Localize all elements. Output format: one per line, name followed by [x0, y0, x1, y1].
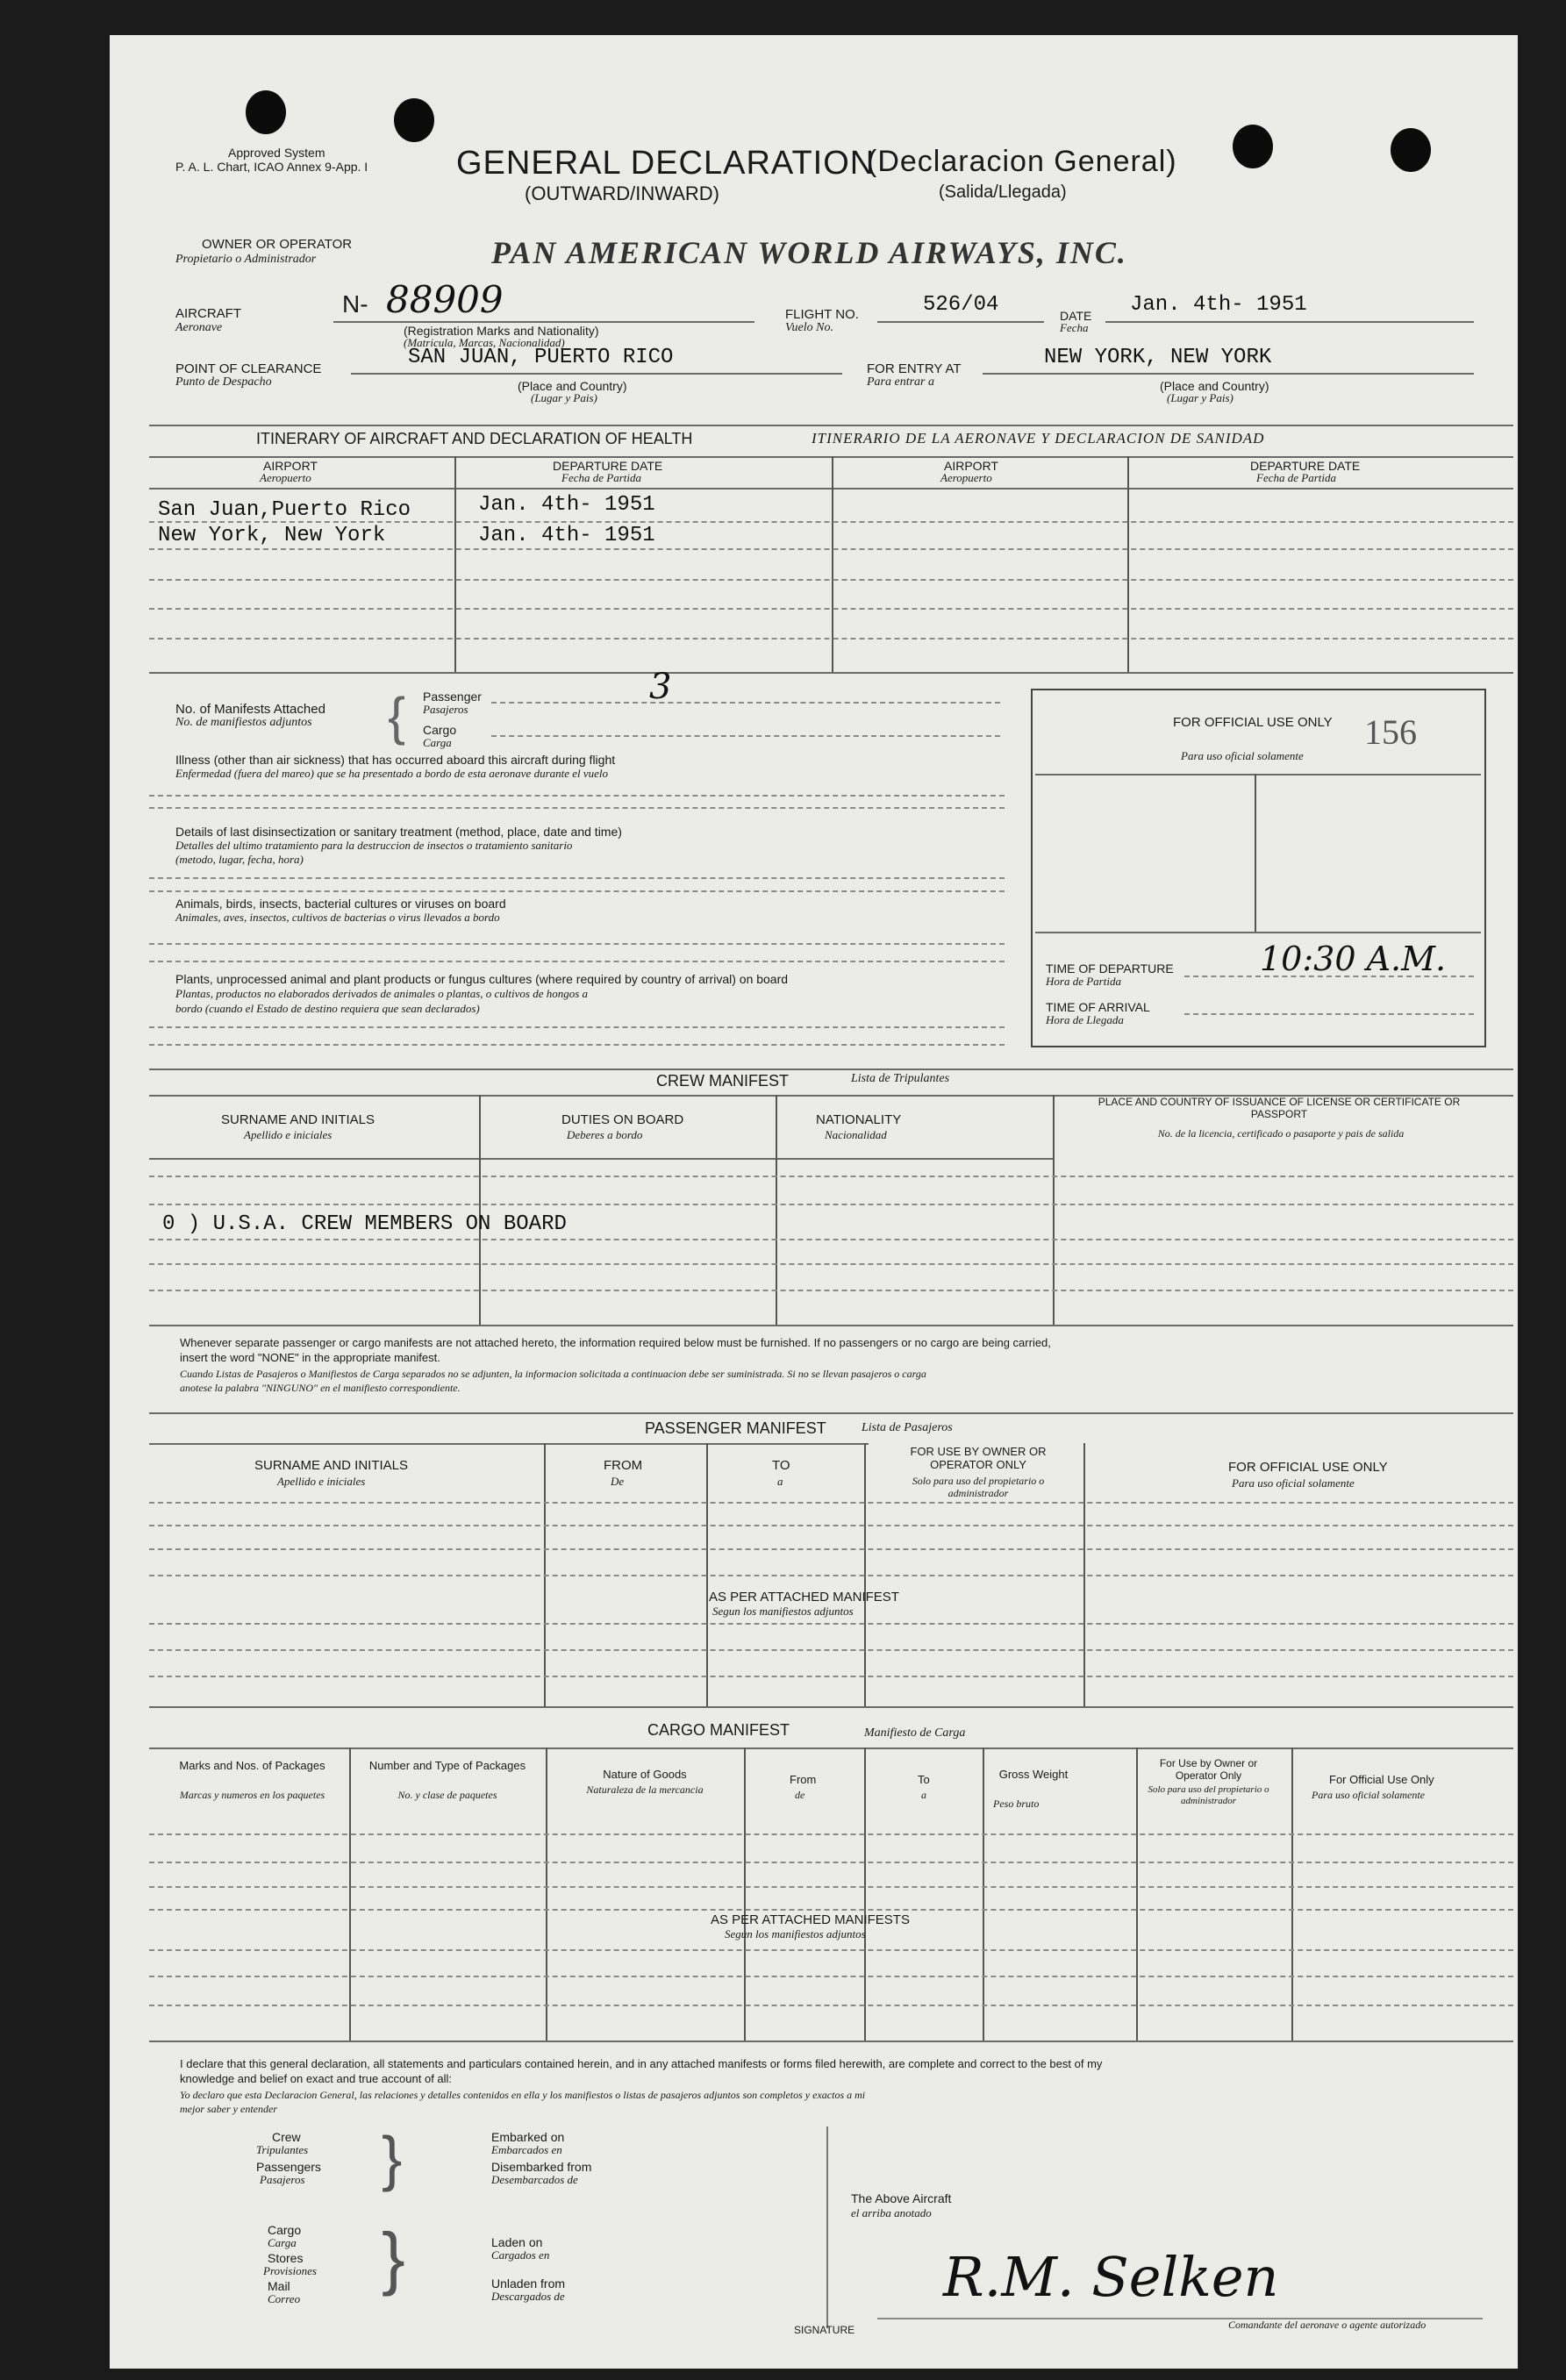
signature-caption: SIGNATURE: [794, 2324, 855, 2336]
notice-en-1: Whenever separate passenger or cargo manifests are not attached hereto, the information required below must be furnished. If no passengers or no cargo are being carried,: [180, 1336, 1051, 1349]
passenger-col-name: SURNAME AND INITIALS: [254, 1458, 409, 1473]
flight-line: [877, 321, 1044, 323]
declaration-es-1: Yo declaro que esta Declaracion General, las relaciones y detalles contenidos en ella y los manifiestos o listas de pasajeros adjuntos son completos y exactos a mi: [180, 2089, 866, 2101]
entry-value: NEW YORK, NEW YORK: [1044, 346, 1272, 369]
health-line: [149, 943, 1005, 945]
stores-group-label: Stores: [268, 2251, 304, 2265]
itinerary-col-departure-es: Fecha de Partida: [561, 471, 641, 484]
manifests-brace: {: [388, 687, 406, 746]
cargo-col-marks: Marks and Nos. of Packages: [179, 1759, 325, 1772]
notice-es-2: anotese la palabra "NINGUNO" en el manifiesto correspondiente.: [180, 1382, 461, 1394]
cargo-col-from-es: de: [795, 1789, 805, 1801]
owner-value: PAN AMERICAN WORLD AIRWAYS, INC.: [491, 235, 1127, 270]
passenger-col-official: FOR OFFICIAL USE ONLY: [1228, 1460, 1388, 1475]
passenger-row-line: [149, 1649, 1513, 1651]
passenger-col-official-es: Para uso oficial solamente: [1232, 1476, 1355, 1490]
disembarked-label: Disembarked from: [491, 2160, 592, 2174]
captain-signature: R.M. Selken: [943, 2245, 1279, 2309]
unladen-label: Unladen from: [491, 2276, 566, 2291]
passenger-stamp-es: Segun los manifiestos adjuntos: [712, 1605, 854, 1618]
cargo-col-to: To: [918, 1773, 930, 1786]
cargo-col-nature: Nature of Goods: [603, 1768, 687, 1781]
itinerary-col-airport-2: AIRPORT: [944, 459, 998, 473]
mail-group-label-es: Correo: [268, 2292, 301, 2305]
itinerary-col-departure-2-es: Fecha de Partida: [1256, 471, 1336, 484]
itinerary-divider: [1127, 456, 1129, 674]
health-disinsect-es: Detalles del ultimo tratamiento para la destruccion de insectos o tratamiento sanitario: [175, 839, 573, 852]
official-use-title: FOR OFFICIAL USE ONLY: [1173, 715, 1333, 730]
crew-col-duties-es: Deberes a bordo: [567, 1128, 643, 1141]
cargo-heading: CARGO MANIFEST: [647, 1721, 790, 1739]
health-animals-es: Animales, aves, insectos, cultivos de bacterias o virus llevados a bordo: [175, 911, 500, 924]
clearance-note: (Place and Country): [518, 379, 627, 393]
laden-label-es: Cargados en: [491, 2248, 550, 2262]
passenger-stamp: AS PER ATTACHED MANIFEST: [709, 1590, 899, 1605]
declaration-divider: [826, 2126, 828, 2328]
itinerary-divider: [832, 456, 833, 674]
form-title-es: (Declaracion General): [867, 145, 1177, 178]
passenger-row-line: [149, 1548, 1513, 1550]
cargo-heading-es: Manifiesto de Carga: [864, 1726, 966, 1740]
itinerary-heading: ITINERARY OF AIRCRAFT AND DECLARATION OF HEALTH: [256, 430, 693, 447]
mail-group-label: Mail: [268, 2279, 290, 2293]
passenger-col-to-es: a: [777, 1475, 783, 1488]
cargo-header-rule: [149, 1747, 1513, 1749]
passengers-group-label-es: Pasajeros: [260, 2173, 305, 2186]
cargo-row-line: [149, 1976, 1513, 1977]
health-line: [149, 877, 1005, 879]
passenger-col-name-es: Apellido e iniciales: [277, 1475, 366, 1488]
manifests-passenger-es: Pasajeros: [423, 703, 468, 716]
health-line: [149, 1044, 1005, 1046]
health-line: [149, 890, 1005, 892]
laden-label: Laden on: [491, 2235, 543, 2249]
passenger-col-owner: FOR USE BY OWNER OR OPERATOR ONLY: [910, 1445, 1047, 1471]
departure-time-label: TIME OF DEPARTURE: [1046, 961, 1174, 976]
itinerary-col-airport-es: Aeropuerto: [260, 471, 311, 484]
cargo-bottom-rule: [149, 2041, 1513, 2042]
health-animals: Animals, birds, insects, bacterial cultures or viruses on board: [175, 897, 506, 911]
itinerary-row-line: [149, 521, 1513, 523]
health-plants-es: Plantas, productos no elaborados derivados de animales o plantas, o cultivos de hongos a: [175, 987, 589, 1000]
notice-en-2: insert the word "NONE" in the appropriate manifest.: [180, 1351, 440, 1364]
cargo-row-line: [149, 1833, 1513, 1835]
health-line: [149, 807, 1005, 809]
crew-heading: CREW MANIFEST: [656, 1072, 789, 1090]
crew-col-license: PLACE AND COUNTRY OF ISSUANCE OF LICENSE OR CERTIFICATE OR PASSPORT: [1098, 1096, 1461, 1120]
punch-hole: [394, 98, 434, 142]
crew-top-rule: [149, 1068, 1513, 1070]
aircraft-label: AIRCRAFT: [175, 306, 241, 321]
manifests-cargo-es: Carga: [423, 736, 452, 749]
passenger-header-rule: [149, 1443, 869, 1445]
cargo-group-label-es: Carga: [268, 2236, 297, 2249]
passenger-col-owner-es: Solo para uso del propietario o administrador: [912, 1475, 1045, 1499]
health-disinsect-es2: (metodo, lugar, fecha, hora): [175, 853, 304, 866]
cargo-col-marks-es: Marcas y numeros en los paquetes: [179, 1789, 325, 1801]
passenger-col-from: FROM: [604, 1458, 643, 1473]
arrival-time-label: TIME OF ARRIVAL: [1046, 1000, 1150, 1014]
aircraft-reg-note: (Registration Marks and Nationality): [404, 324, 599, 338]
aircraft-value: 88909: [386, 278, 504, 321]
date-label-es: Fecha: [1060, 321, 1089, 334]
cargo-divider: [349, 1747, 351, 2041]
itinerary-divider: [454, 456, 456, 674]
official-use-box: [1031, 689, 1486, 1047]
stores-group-label-es: Provisiones: [263, 2264, 317, 2277]
manifests-line: [491, 702, 1000, 704]
owner-label-es: Propietario o Administrador: [175, 253, 317, 266]
entry-note-es: (Lugar y Pais): [1167, 391, 1233, 404]
departure-time-label-es: Hora de Partida: [1046, 975, 1121, 988]
health-line: [149, 795, 1005, 797]
notice-es-1: Cuando Listas de Pasajeros o Manifiestos de Carga separados no se adjunten, la informacion solicitada a continuacion debe ser suministrada. Si no se llevan pasajeros o carga: [180, 1368, 926, 1380]
cargo-divider: [983, 1747, 984, 2041]
cargo-col-number-es: No. y clase de paquetes: [397, 1789, 497, 1801]
crew-col-name: SURNAME AND INITIALS: [221, 1112, 375, 1127]
cargo-col-official: For Official Use Only: [1329, 1773, 1434, 1786]
aircraft-line: [333, 321, 754, 323]
cargo-col-official-es: Para uso oficial solamente: [1312, 1789, 1425, 1801]
manifests-passenger: Passenger: [423, 690, 482, 704]
itinerary-col-departure: DEPARTURE DATE: [553, 459, 663, 473]
punch-hole: [1233, 125, 1273, 168]
crew-entry: 0 ) U.S.A. CREW MEMBERS ON BOARD: [162, 1212, 567, 1236]
cargo-stamp-es: Segun los manifiestos adjuntos: [725, 1927, 866, 1940]
passenger-row-line: [149, 1502, 1513, 1504]
embarked-label-es: Embarcados en: [491, 2143, 562, 2156]
cargo-col-number: Number and Type of Packages: [368, 1759, 526, 1772]
crew-row-line: [149, 1290, 1513, 1291]
itinerary-top-rule: [149, 425, 1513, 426]
punch-hole: [246, 90, 286, 134]
cargo-divider: [1291, 1747, 1293, 2041]
clearance-label-es: Punto de Despacho: [175, 375, 272, 389]
declaration-es-2: mejor saber y entender: [180, 2103, 277, 2115]
itinerary-col-airport-2-es: Aeropuerto: [940, 471, 992, 484]
cargo-col-from: From: [790, 1773, 817, 1786]
date-line: [1105, 321, 1474, 323]
cargo-divider: [546, 1747, 547, 2041]
owner-label: OWNER OR OPERATOR: [202, 237, 353, 252]
passenger-col-from-es: De: [611, 1475, 625, 1488]
official-box-rule: [1035, 932, 1481, 933]
crew-row-line: [149, 1263, 1513, 1265]
official-use-number: 156: [1364, 712, 1417, 752]
cargo-col-weight-es: Peso bruto: [993, 1798, 1040, 1810]
cargo-divider: [864, 1747, 866, 2041]
form-subtitle: (OUTWARD/INWARD): [525, 182, 719, 204]
itinerary-date-2: Jan. 4th- 1951: [478, 524, 655, 547]
cargo-row-line: [149, 1862, 1513, 1863]
passenger-row-line: [149, 1676, 1513, 1677]
disembarked-label-es: Desembarcados de: [491, 2173, 578, 2186]
manifests-label: No. of Manifests Attached: [175, 702, 325, 717]
itinerary-airport-1: San Juan,Puerto Rico: [158, 498, 411, 522]
cargo-group-label: Cargo: [268, 2223, 302, 2237]
entry-label-es: Para entrar a: [867, 375, 934, 389]
health-illness: Illness (other than air sickness) that has occurred aboard this aircraft during flight: [175, 753, 616, 767]
cargo-col-weight: Gross Weight: [998, 1768, 1069, 1781]
entry-label: FOR ENTRY AT: [867, 361, 962, 376]
passenger-top-rule: [149, 1412, 1513, 1414]
itinerary-row-line: [149, 548, 1513, 550]
crew-heading-es: Lista de Tripulantes: [851, 1072, 950, 1085]
entry-note: (Place and Country): [1160, 379, 1269, 393]
itinerary-heading-es: ITINERARIO DE LA AERONAVE Y DECLARACION DE SANIDAD: [812, 430, 1265, 447]
official-box-rule: [1035, 774, 1481, 775]
crew-bottom-rule: [149, 1325, 1513, 1326]
cargo-col-to-es: a: [921, 1789, 926, 1801]
crew-row-line: [149, 1176, 1513, 1177]
date-label: DATE: [1060, 309, 1092, 323]
arrival-time-label-es: Hora de Llegada: [1046, 1013, 1124, 1026]
itinerary-row-line: [149, 608, 1513, 610]
health-line: [149, 961, 1005, 962]
itinerary-row-line: [149, 579, 1513, 581]
clearance-note-es: (Lugar y Pais): [531, 391, 597, 404]
passenger-heading: PASSENGER MANIFEST: [645, 1419, 826, 1437]
clearance-value: SAN JUAN, PUERTO RICO: [408, 346, 674, 369]
manifests-cargo: Cargo: [423, 723, 457, 737]
itinerary-bottom-rule: [149, 672, 1513, 674]
official-use-title-es: Para uso oficial solamente: [1181, 749, 1304, 762]
entry-line: [983, 373, 1474, 375]
manifests-label-es: No. de manifiestos adjuntos: [175, 716, 312, 729]
itinerary-airport-2: New York, New York: [158, 524, 386, 547]
clearance-line: [351, 373, 842, 375]
passenger-row-line: [149, 1575, 1513, 1576]
manifests-count: 3: [649, 667, 672, 707]
crew-group-label: Crew: [272, 2130, 301, 2144]
passengers-group-label: Passengers: [256, 2160, 321, 2174]
crew-col-nationality: NATIONALITY: [816, 1112, 902, 1127]
crew-cols-rule: [149, 1158, 1053, 1160]
health-line: [149, 1026, 1005, 1028]
itinerary-row-line: [149, 638, 1513, 640]
flight-value: 526/04: [923, 293, 999, 317]
passenger-bottom-rule: [149, 1706, 1513, 1708]
itinerary-col-airport: AIRPORT: [263, 459, 318, 473]
crew-col-nationality-es: Nacionalidad: [825, 1128, 887, 1141]
above-aircraft-label: The Above Aircraft: [851, 2191, 952, 2205]
general-declaration-form: [110, 35, 1518, 2369]
crew-col-license-es: No. de la licencia, certificado o pasaporte y pais de salida: [1157, 1127, 1405, 1140]
cargo-row-line: [149, 1909, 1513, 1911]
form-title: GENERAL DECLARATION: [456, 145, 876, 182]
cargo-col-owner: For Use by Owner or Operator Only: [1159, 1757, 1258, 1782]
cargo-row-line: [149, 1886, 1513, 1888]
aircraft-reg-note-es: (Matricula, Marcas, Nacionalidad): [404, 336, 565, 349]
departure-line: [1184, 976, 1474, 977]
declaration-en-1: I declare that this general declaration, all statements and particulars contained herein, and in any attached manifests or forms filed herewith, are complete and correct to the best of my: [180, 2057, 1103, 2070]
cargo-row-line: [149, 1949, 1513, 1951]
form-subtitle-es: (Salida/Llegada): [939, 182, 1067, 202]
cargo-row-line: [149, 2005, 1513, 2006]
date-value: Jan. 4th- 1951: [1130, 293, 1307, 317]
health-plants: Plants, unprocessed animal and plant products or fungus cultures (where required by country of arrival) on board: [175, 972, 789, 986]
passenger-row-line: [149, 1623, 1513, 1625]
approved-system-ref: P. A. L. Chart, ICAO Annex 9-App. I: [175, 160, 368, 174]
clearance-label: POINT OF CLEARANCE: [175, 361, 322, 376]
above-aircraft-label-es: el arriba anotado: [851, 2206, 932, 2219]
passenger-col-to: TO: [772, 1458, 790, 1473]
commander-caption: Comandante del aeronave o agente autorizado: [1228, 2319, 1427, 2331]
crew-row-line: [149, 1204, 1513, 1205]
cargo-col-nature-es: Naturaleza de la mercancia: [586, 1783, 704, 1796]
cargo-stamp: AS PER ATTACHED MANIFESTS: [711, 1912, 910, 1927]
cargo-divider: [1136, 1747, 1138, 2041]
itinerary-date-1: Jan. 4th- 1951: [478, 493, 655, 517]
health-illness-es: Enfermedad (fuera del mareo) que se ha presentado a bordo de esta aeronave durante el vuelo: [175, 767, 609, 780]
passenger-row-line: [149, 1525, 1513, 1526]
departure-time-value: 10:30 A.M.: [1260, 940, 1447, 978]
embarked-label: Embarked on: [491, 2130, 565, 2144]
cargo-divider: [744, 1747, 746, 2041]
aircraft-prefix: N-: [342, 290, 368, 318]
official-box-divider: [1255, 774, 1256, 932]
crew-row-line: [149, 1239, 1513, 1240]
manifests-line: [491, 735, 1000, 737]
passenger-heading-es: Lista de Pasajeros: [862, 1421, 953, 1434]
crew-group-label-es: Tripulantes: [256, 2143, 309, 2156]
itinerary-col-departure-2: DEPARTURE DATE: [1250, 459, 1361, 473]
flight-label: FLIGHT NO.: [785, 307, 859, 322]
health-disinsect: Details of last disinsectization or sanitary treatment (method, place, date and time): [175, 825, 622, 839]
aircraft-label-es: Aeronave: [175, 321, 223, 334]
punch-hole: [1391, 128, 1431, 172]
unladen-label-es: Descargados de: [491, 2290, 565, 2303]
cargo-col-owner-es: Solo para uso del propietario o administrador: [1148, 1784, 1269, 1806]
approved-system: Approved System: [228, 146, 325, 160]
group-brace: }: [382, 2124, 403, 2192]
health-plants-es2: bordo (cuando el Estado de destino requiera que sean declarados): [175, 1002, 480, 1015]
arrival-line: [1184, 1013, 1474, 1015]
crew-col-name-es: Apellido e iniciales: [244, 1128, 333, 1141]
group-brace: }: [382, 2219, 405, 2297]
declaration-en-2: knowledge and belief on exact and true account of all:: [180, 2072, 453, 2085]
flight-label-es: Vuelo No.: [785, 321, 833, 334]
crew-col-duties: DUTIES ON BOARD: [561, 1112, 684, 1127]
